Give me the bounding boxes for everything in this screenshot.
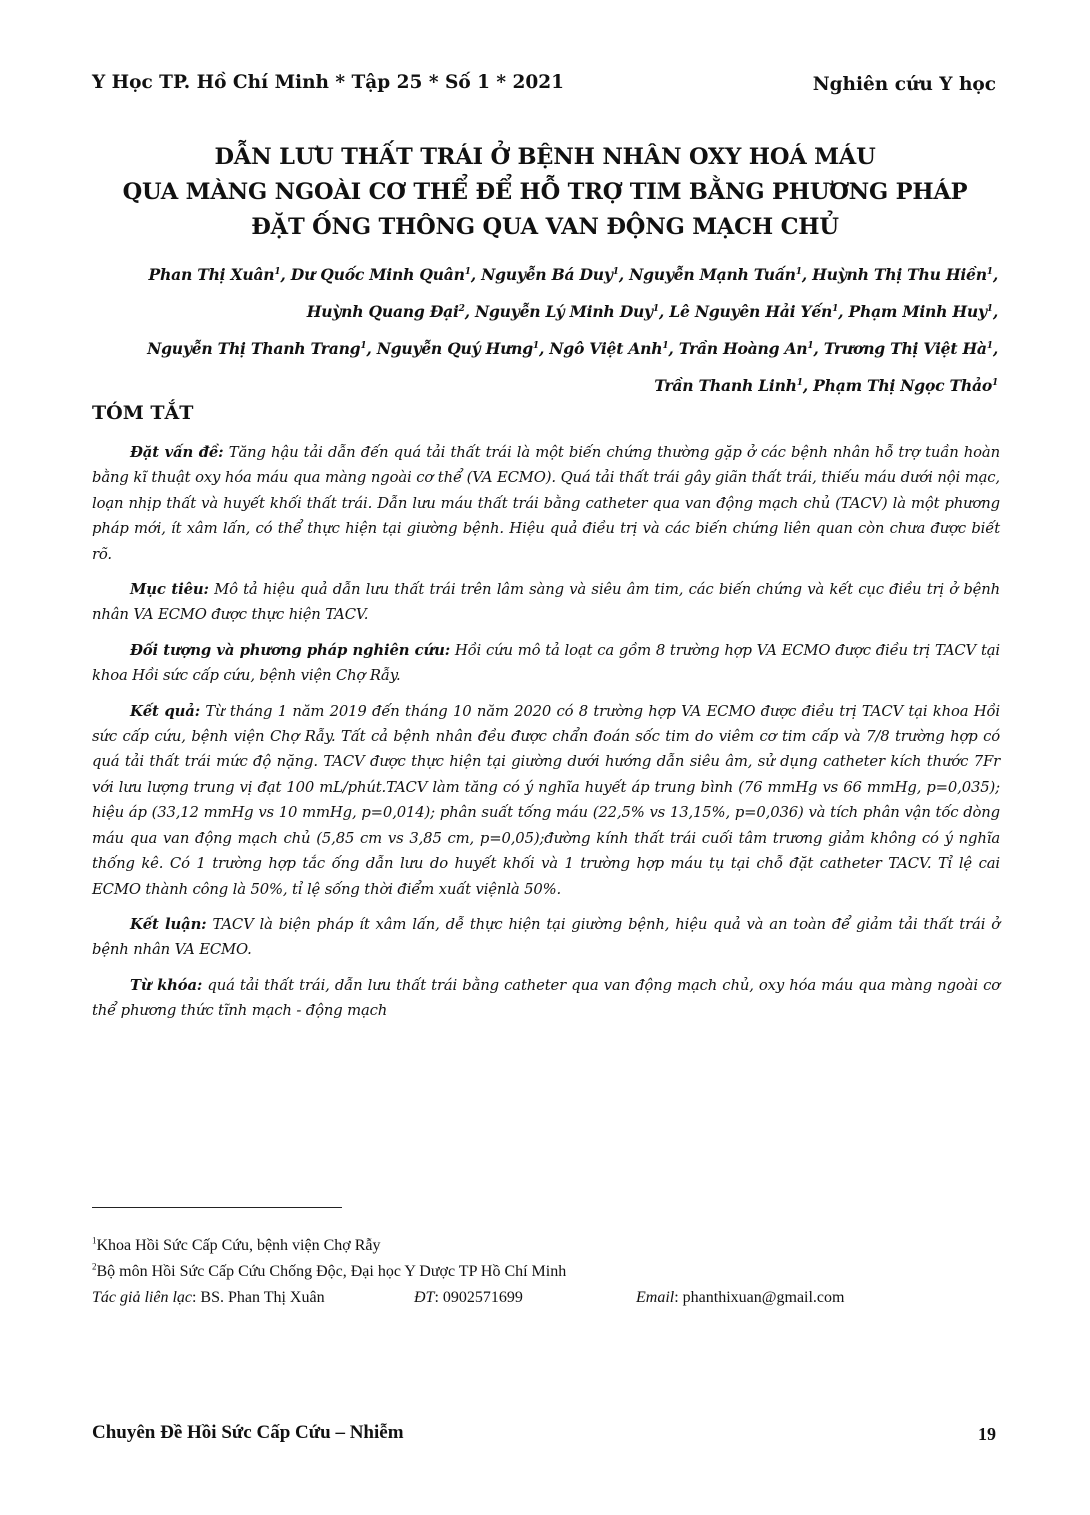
author-line: Phan Thị Xuân$^1$, Dư Quốc Minh Quân$^1$, Nguyễn Bá Duy$^1$, Nguyễn Mạnh Tuấn$^1$, Huỳnh Thị Thu Hiền$^1$, bbox=[148, 265, 998, 284]
author-name: Ngô Việt Anh bbox=[549, 339, 663, 358]
author-name: Trương Thị Việt Hà bbox=[823, 339, 987, 358]
author-name: Trần Thanh Linh bbox=[654, 376, 797, 395]
abstract-results bbox=[92, 699, 1000, 902]
affiliation-mark: 1 bbox=[807, 340, 814, 351]
affiliation-mark: 1 bbox=[92, 1235, 97, 1246]
author-name: Nguyễn Mạnh Tuấn bbox=[629, 265, 796, 284]
conclusion-label: Kết luận: bbox=[130, 915, 207, 933]
keywords-label: Từ khóa: bbox=[130, 976, 203, 994]
background-text: Tăng hậu tải dẫn đến quá tải thất trái là một biến chứng thường gặp ở các bệnh nhân hỗ trợ tuần hoàn bằng kĩ thuật oxy hóa máu qua màng ngoài cơ thể (VA ECMO). Quá tải thất trái gây giãn thất trái, thiếu máu dưới nội mạc, loạn nhịp thất và huyết khối thất trái. Dẫn lưu máu thất trái bằng catheter qua van động mạch chủ (TACV) là một phương pháp mới, ít xâm lấn, có thể thực hiện tại giường bệnh. Hiệu quả điều trị và các biến chứng liên quan còn chưa được biết rõ. bbox=[92, 444, 1000, 563]
page-number: 19 bbox=[978, 1424, 996, 1444]
affiliation-2 bbox=[92, 1259, 1000, 1285]
author-line: Nguyễn Thị Thanh Trang$^1$, Nguyễn Quý Hưng$^1$, Ngô Việt Anh$^1$, Trần Hoàng An$^1$, Trương Thị Việt $Hà^1$, bbox=[147, 339, 998, 358]
contact-label: Tác giả liên lạc bbox=[92, 1289, 192, 1306]
affiliation-mark: 1 bbox=[991, 377, 998, 388]
affiliation-text: Bộ môn Hồi Sức Cấp Cứu Chống Độc, Đại học Y Dược TP Hồ Chí Minh bbox=[96, 1263, 567, 1280]
affiliation-1 bbox=[92, 1233, 1000, 1259]
objective-text: Mô tả hiệu quả dẫn lưu thất trái trên lâm sàng và siêu âm tim, các biến chứng và kết cục điều trị ở bệnh nhân VA ECMO được thực hiện TACV. bbox=[92, 581, 1001, 624]
objective-label: Mục tiêu: bbox=[130, 581, 209, 599]
author-name: Phan Thị Xuân bbox=[148, 265, 275, 284]
author-line: Trần Thanh Linh$^1$, Phạm Thị Ngọc Thảo$^1$ bbox=[654, 376, 998, 395]
affiliation-mark: 1 bbox=[662, 340, 669, 351]
author-name: Phạm Thị Ngọc Thảo bbox=[813, 376, 992, 395]
methods-label: Đối tượng và phương pháp nghiên cứu: bbox=[130, 641, 451, 659]
abstract-keywords bbox=[92, 973, 1000, 1024]
author-name: Nguyễn Bá Duy bbox=[481, 265, 613, 284]
conclusion-text: TACV là biện pháp ít xâm lấn, dễ thực hiện tại giường bệnh, hiệu quả và an toàn để giảm tải thất trái ở bệnh nhân VA ECMO. bbox=[92, 915, 1000, 959]
affiliation-mark: 1 bbox=[986, 303, 993, 314]
results-text: Từ tháng 1 năm 2019 đến tháng 10 năm 2020 có 8 trường hợp VA ECMO được điều trị TACV tại khoa Hồi sức cấp cứu, bệnh viện Chợ Rẫy. Tất cả bệnh nhân đều được chẩn đoán sốc tim do viêm cơ tim cấp và 7/8 trường hợp có quá tải thất trái mức độ nặng. TACV được thực hiện tại giường dưới hướng dẫn siêu âm, sử dụng catheter kích thước 7Fr với lưu lượng trung vị đạt 100 mL/phút.TACV làm tăng có ý nghĩa huyết áp trung bình (76 mmHg vs 66 mmHg, p=0,035); hiệu áp (33,12 mmHg vs 10 mmHg, p=0,014); phân suất tống máu (22,5% vs 13,15%, p=0,036) và tích phân vận tốc dòng máu qua van động mạch chủ (5,85 cm vs 3,85 cm, p=0,05);đường kính thất trái cuối tâm trương giảm không có ý nghĩa thống kê. Có 1 trường hợp tắc ống dẫn lưu do huyết khối và 1 trường hợp máu tụ tại chỗ đặt catheter TACV. Tỉ lệ cai ECMO thành công là 50%, tỉ lệ sống thời điểm xuất việnlà 50%. bbox=[92, 702, 1000, 898]
contact-info bbox=[92, 1285, 1000, 1311]
issue-footer: Chuyên Đề Hồi Sức Cấp Cứu – Nhiễm bbox=[92, 1422, 404, 1443]
author-name: Lê Nguyên Hải Yến bbox=[669, 302, 833, 321]
background-label: Đặt vấn đề: bbox=[130, 444, 224, 461]
author-line: Huỳnh Quang Đại$^2$, Nguyễn Lý Minh Duy$^1$, Lê Nguyên Hải Yến$^1$, Phạm Minh Huy$^1$, bbox=[306, 302, 998, 321]
affiliation-mark: 1 bbox=[795, 266, 802, 277]
section-header: Nghiên cứu Y học bbox=[812, 74, 996, 95]
affiliation-mark: 1 bbox=[796, 377, 803, 388]
author-name: Huỳnh Thị Thu Hiền bbox=[812, 265, 987, 284]
abstract-conclusion bbox=[92, 912, 1000, 963]
author-name: Trần Hoàng An bbox=[678, 339, 808, 358]
affiliation-mark: 1 bbox=[986, 266, 993, 277]
phone-number: : 0902571699 bbox=[434, 1289, 523, 1306]
affiliation-mark: 1 bbox=[274, 266, 281, 277]
phone-label: ĐT bbox=[414, 1289, 435, 1306]
abstract-methods bbox=[92, 638, 1000, 689]
author-name: Phạm Minh Huy bbox=[848, 302, 987, 321]
abstract-body bbox=[92, 440, 1000, 1034]
author-list bbox=[90, 256, 998, 404]
author-name: Nguyễn Thị Thanh Trang bbox=[147, 339, 361, 358]
title-line: DẪN LƯU THẤT TRÁI Ở BỆNH NHÂN OXY HOÁ MÁU bbox=[214, 144, 876, 170]
footnotes bbox=[92, 1233, 1000, 1311]
email-label: Email bbox=[636, 1289, 675, 1306]
email-address[interactable]: : phanthixuan@gmail.com bbox=[674, 1289, 845, 1306]
author-name: Huỳnh Quang Đại bbox=[306, 302, 459, 321]
affiliation-mark: 1 bbox=[612, 266, 619, 277]
results-label: Kết quả: bbox=[130, 702, 201, 720]
author-name: Nguyễn Quý Hưng bbox=[376, 339, 533, 358]
author-name: Dư Quốc Minh Quân bbox=[290, 265, 465, 284]
author-name: Nguyễn Lý Minh Duy bbox=[475, 302, 653, 321]
affiliation-mark: 1 bbox=[360, 340, 367, 351]
footnote-divider bbox=[92, 1207, 342, 1208]
affiliation-mark: 1 bbox=[464, 266, 471, 277]
abstract-background bbox=[92, 440, 1000, 567]
affiliation-mark: 2 bbox=[458, 303, 465, 314]
affiliation-mark: 2 bbox=[92, 1261, 97, 1272]
affiliation-mark: 1 bbox=[652, 303, 659, 314]
title-line: ĐẶT ỐNG THÔNG QUA VAN ĐỘNG MẠCH CHỦ bbox=[251, 214, 839, 240]
contact-name: : BS. Phan Thị Xuân bbox=[191, 1289, 325, 1306]
abstract-objective bbox=[92, 577, 1000, 628]
keywords-text: quá tải thất trái, dẫn lưu thất trái bằng catheter qua van động mạch chủ, oxy hóa máu qua màng ngoài cơ thể phương thức tĩnh mạch - động mạch bbox=[92, 976, 1000, 1020]
affiliation-mark: 1 bbox=[986, 340, 993, 351]
article-title bbox=[80, 140, 1010, 245]
affiliation-text: Khoa Hồi Sức Cấp Cứu, bệnh viện Chợ Rẫy bbox=[96, 1237, 381, 1254]
abstract-heading: TÓM TẮT bbox=[92, 402, 194, 424]
affiliation-mark: 1 bbox=[532, 340, 539, 351]
journal-header: Y Học TP. Hồ Chí Minh * Tập 25 * Số 1 * 2021 bbox=[92, 72, 565, 93]
methods-text: Hồi cứu mô tả loạt ca gồm 8 trường hợp VA ECMO được điều trị TACV tại khoa Hồi sức cấp cứu, bệnh viện Chợ Rẫy. bbox=[92, 641, 1001, 685]
title-line: QUA MÀNG NGOÀI CƠ THỂ ĐỂ HỖ TRỢ TIM BẰNG PHƯƠNG PHÁP bbox=[122, 179, 968, 205]
affiliation-mark: 1 bbox=[832, 303, 839, 314]
